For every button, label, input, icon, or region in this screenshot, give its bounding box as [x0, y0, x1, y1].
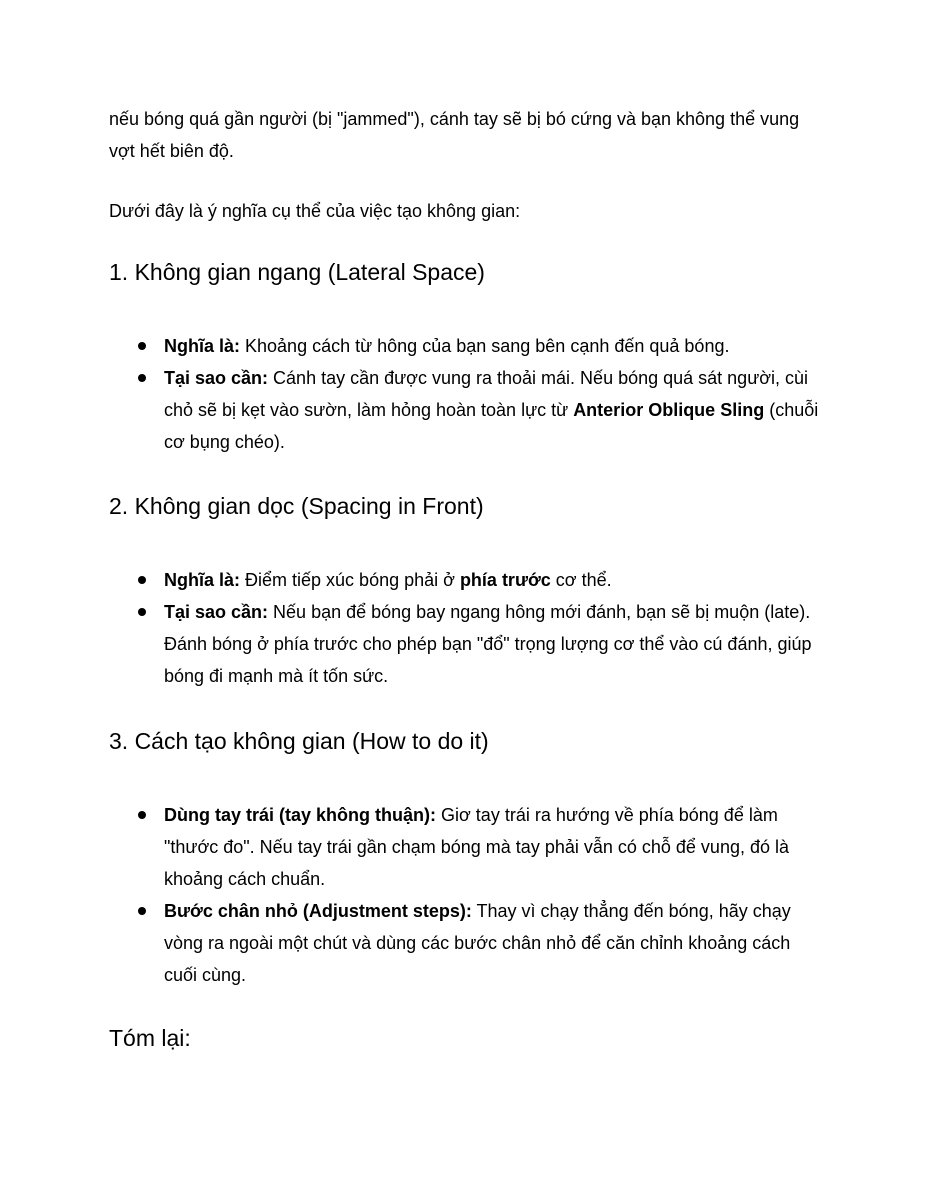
item-text: Giơ tay trái ra hướng về phía bóng để làm "thước đo". Nếu tay trái gần chạm bóng mà tay phải vẫn có chỗ để vung, đó là khoảng cách chuẩn. [164, 805, 789, 889]
item-text: Thay vì chạy thẳng đến bóng, hãy chạy vòng ra ngoài một chút và dùng các bước chân nhỏ để căn chỉnh khoảng cách cuối cùng. [164, 901, 791, 985]
bullet-icon [138, 907, 146, 915]
section-2-list [109, 564, 821, 692]
item-bold-term: Anterior Oblique Sling [573, 400, 765, 420]
section-3-heading: 3. Cách tạo không gian (How to do it) [109, 728, 489, 754]
item-label: Nghĩa là: [164, 570, 241, 590]
item-text: Khoảng cách từ hông của bạn sang bên cạnh đến quả bóng. [240, 336, 730, 356]
section-3-list [109, 799, 821, 991]
list-item [109, 799, 821, 895]
item-text: Nếu bạn để bóng bay ngang hông mới đánh, bạn sẽ bị muộn (late). Đánh bóng ở phía trước cho phép bạn "đổ" trọng lượng cơ thể vào cú đánh, giúp bóng đi mạnh mà ít tốn sức. [164, 602, 812, 686]
bullet-icon [138, 374, 146, 382]
item-text: Điểm tiếp xúc bóng phải ở [240, 570, 460, 590]
section-1-heading: 1. Không gian ngang (Lateral Space) [109, 259, 485, 285]
list-item [109, 895, 821, 991]
list-item [109, 330, 821, 362]
item-text-after: cơ thể. [550, 570, 612, 590]
item-bold-term: phía trước [459, 570, 551, 590]
item-label: Nghĩa là: [164, 336, 241, 356]
bullet-icon [138, 608, 146, 616]
item-text-after: (chuỗi cơ bụng chéo). [164, 400, 819, 452]
item-label: Tại sao cần: [164, 602, 269, 622]
list-item [109, 596, 821, 692]
bullet-icon [138, 811, 146, 819]
list-item [109, 564, 821, 596]
section-2-heading: 2. Không gian dọc (Spacing in Front) [109, 493, 484, 519]
item-label: Tại sao cần: [164, 368, 269, 388]
bullet-icon [138, 342, 146, 350]
summary-heading: Tóm lại: [109, 1025, 191, 1051]
list-item [109, 362, 821, 458]
section-1-list [109, 330, 821, 458]
intro-continuation: nếu bóng quá gần người (bị "jammed"), cánh tay sẽ bị bó cứng và bạn không thể vung vợt hết biên độ. [109, 109, 800, 161]
intro-lead: Dưới đây là ý nghĩa cụ thể của việc tạo không gian: [109, 201, 521, 221]
bullet-icon [138, 576, 146, 584]
item-text: Cánh tay cần được vung ra thoải mái. Nếu bóng quá sát người, cùi chỏ sẽ bị kẹt vào sườn, làm hỏng hoàn toàn lực từ [164, 368, 809, 420]
item-label: Bước chân nhỏ (Adjustment steps): [164, 901, 472, 921]
item-label: Dùng tay trái (tay không thuận): [164, 805, 436, 825]
